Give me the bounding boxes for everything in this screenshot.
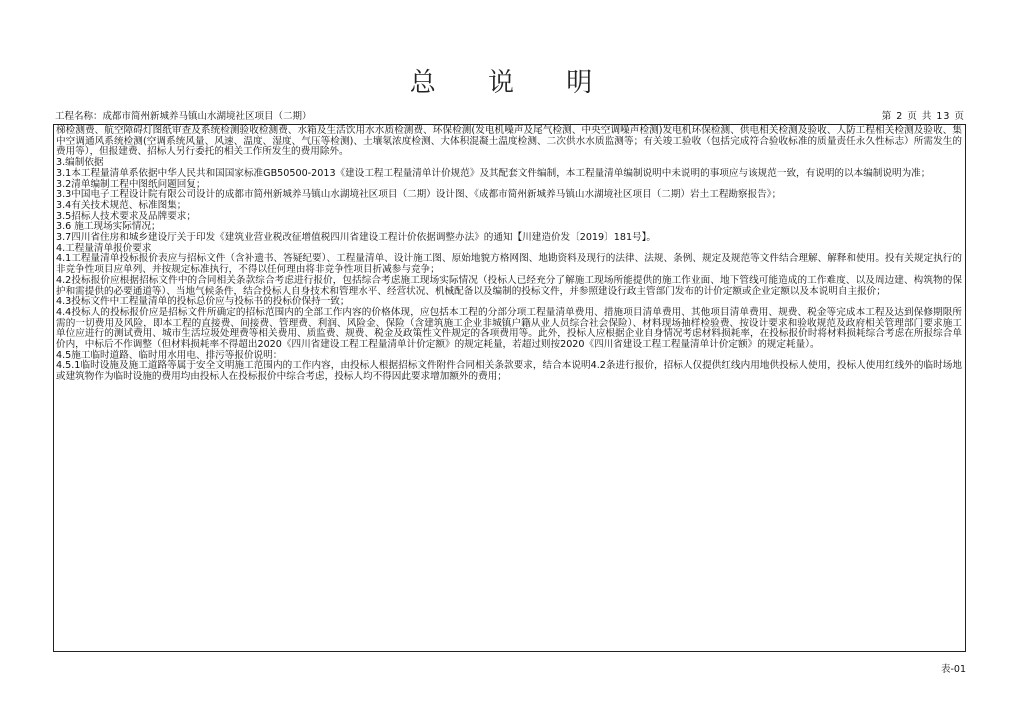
- paragraph: 4.2投标报价应根据招标文件中的合同相关条款综合考虑进行报价，包括综合考虑施工现场实际情况（投标人已经充分了解施工现场所能提供的施工作业面、地下管线可能造成的工作难度、以及周边建、构筑物的保护和需提供的必要通道等）、当地气候条件，结合投标人自身技术和管理水平、经营状况、机械配备以及编制的投标文件，并参照建设行政主管部门发布的计价定额或企业定额以及本说明自主报价；: [56, 274, 962, 297]
- paragraph: 3.6 施工现场实际情况；: [56, 221, 161, 233]
- paragraph: 3.4有关技术规范、标准图集；: [56, 199, 187, 211]
- paragraph: 4.1工程量清单投标报价表应与招标文件（含补遗书、答疑纪要）、工程量清单、设计施工图、原始地貌方格网图、地勘资料及现行的法律、法规、条例、规定及规范等文件结合理解、解释和使用。投有关规定执行的非竞争性项目应单列、并按规定标准执行，不得以任何理由将非竞争性项目折减参与竞争；: [56, 253, 962, 276]
- paragraph: 4.3投标文件中工程量清单的投标总价应与投标书的投标价保持一致；: [56, 296, 350, 308]
- paragraph: 梯检测费、航空障碍灯图纸审查及系统检测验收检测费、水箱及生活饮用水水质检测费、环保检测(发电机噪声及尾气检测、中央空调噪声检测)发电机环保检测、供电相关检测及验收、人防工程相关检测及验收、集中空调通风系统检测(空调系统风量、风速、温度、湿度、气压等检测)、土壤氡浓度检测、大体积混凝土温度检测、二次供水水质监测等；有关竣工验收（包括完成符合验收标准的质量责任永久性标志）所需发生的费用等），但报建费、招标人另行委托的相关工作所发生的费用除外。: [56, 125, 962, 158]
- paragraph: 3.3中国电子工程设计院有限公司设计的成都市简州新城养马镇山水湖境社区项目（二期）设计图、《成都市简州新城养马镇山水湖境社区项目（二期）岩土工程勘察报告》；: [56, 189, 782, 201]
- paragraph: 3.2清单编制工程中图纸问题回复；: [56, 178, 206, 190]
- paragraph: 4.5施工临时道路、临时用水用电、排污等报价说明：: [56, 349, 283, 361]
- paragraph: 3.7四川省住房和城乡建设厅关于印发《建筑业营业税改征增值税四川省建设工程计价依据调整办法》的通知【川建造价发〔2019〕181号】。: [56, 232, 657, 244]
- page-title: 总 说 明: [409, 68, 615, 98]
- header-row: [55, 110, 965, 124]
- paragraph: 3.1本工程量清单系依据中华人民共和国国家标准GB50500-2013《建设工程工程量清单计价规范》及其配套文件编制，本工程量清单编制说明中未说明的事项应与该规范一致，有说明的以本编制说明为准；: [56, 167, 931, 179]
- page-number: 第 2 页 共 13 页: [881, 111, 965, 122]
- paragraph: 3.编制依据: [56, 157, 104, 169]
- paragraph: 4.工程量清单报价要求: [56, 242, 152, 254]
- paragraph: 3.5招标人技术要求及品牌要求；: [56, 210, 196, 222]
- table-footer-label: 表-01: [940, 664, 966, 675]
- paragraph: 4.4投标人的投标报价应是招标文件所确定的招标范围内的全部工作内容的价格体现，应包括本工程的分部分项工程量清单费用、措施项目清单费用、其他项目清单费用、规费、税金等完成本工程及达到保修期限所需的一切费用及风险，即本工程的直接费、间接费、管理费、利润、风险金、保险（含建筑施工企业非城镇户籍从业人员综合社会保险）、材料现场抽样检验费、按设计要求和验收规范及政府相关管理部门要求施工单位应进行的测试费用、城市生活垃圾处理费等相关费用、质监费、规费、税金及政策性文件规定的各项费用等。此外，投标人应根据企业自身情况考虑材料损耗率，在投标报价时将材料损耗综合考虑在所报综合单价内，中标后不作调整（但材料损耗率不得超出2020《四川省建设工程工程量清单计价定额》的规定耗量，若超过则按2020《四川省建设工程工程量清单计价定额》的规定耗量）。: [56, 306, 962, 351]
- document-body: [56, 126, 962, 383]
- paragraph: 4.5.1临时设施及施工道路等属于安全文明施工范围内的工作内容，由投标人根据招标文件附件合同相关条款要求，结合本说明4.2条进行报价，招标人仅提供红线内用地供投标人使用，投标人使用红线外的临时场地或建筑物作为临时设施的费用均由投标人在投标报价中综合考虑，投标人均不得因此要求增加额外的费用；: [56, 360, 962, 383]
- project-name: 工程名称：成都市简州新城养马镇山水湖境社区项目（二期）: [55, 111, 312, 122]
